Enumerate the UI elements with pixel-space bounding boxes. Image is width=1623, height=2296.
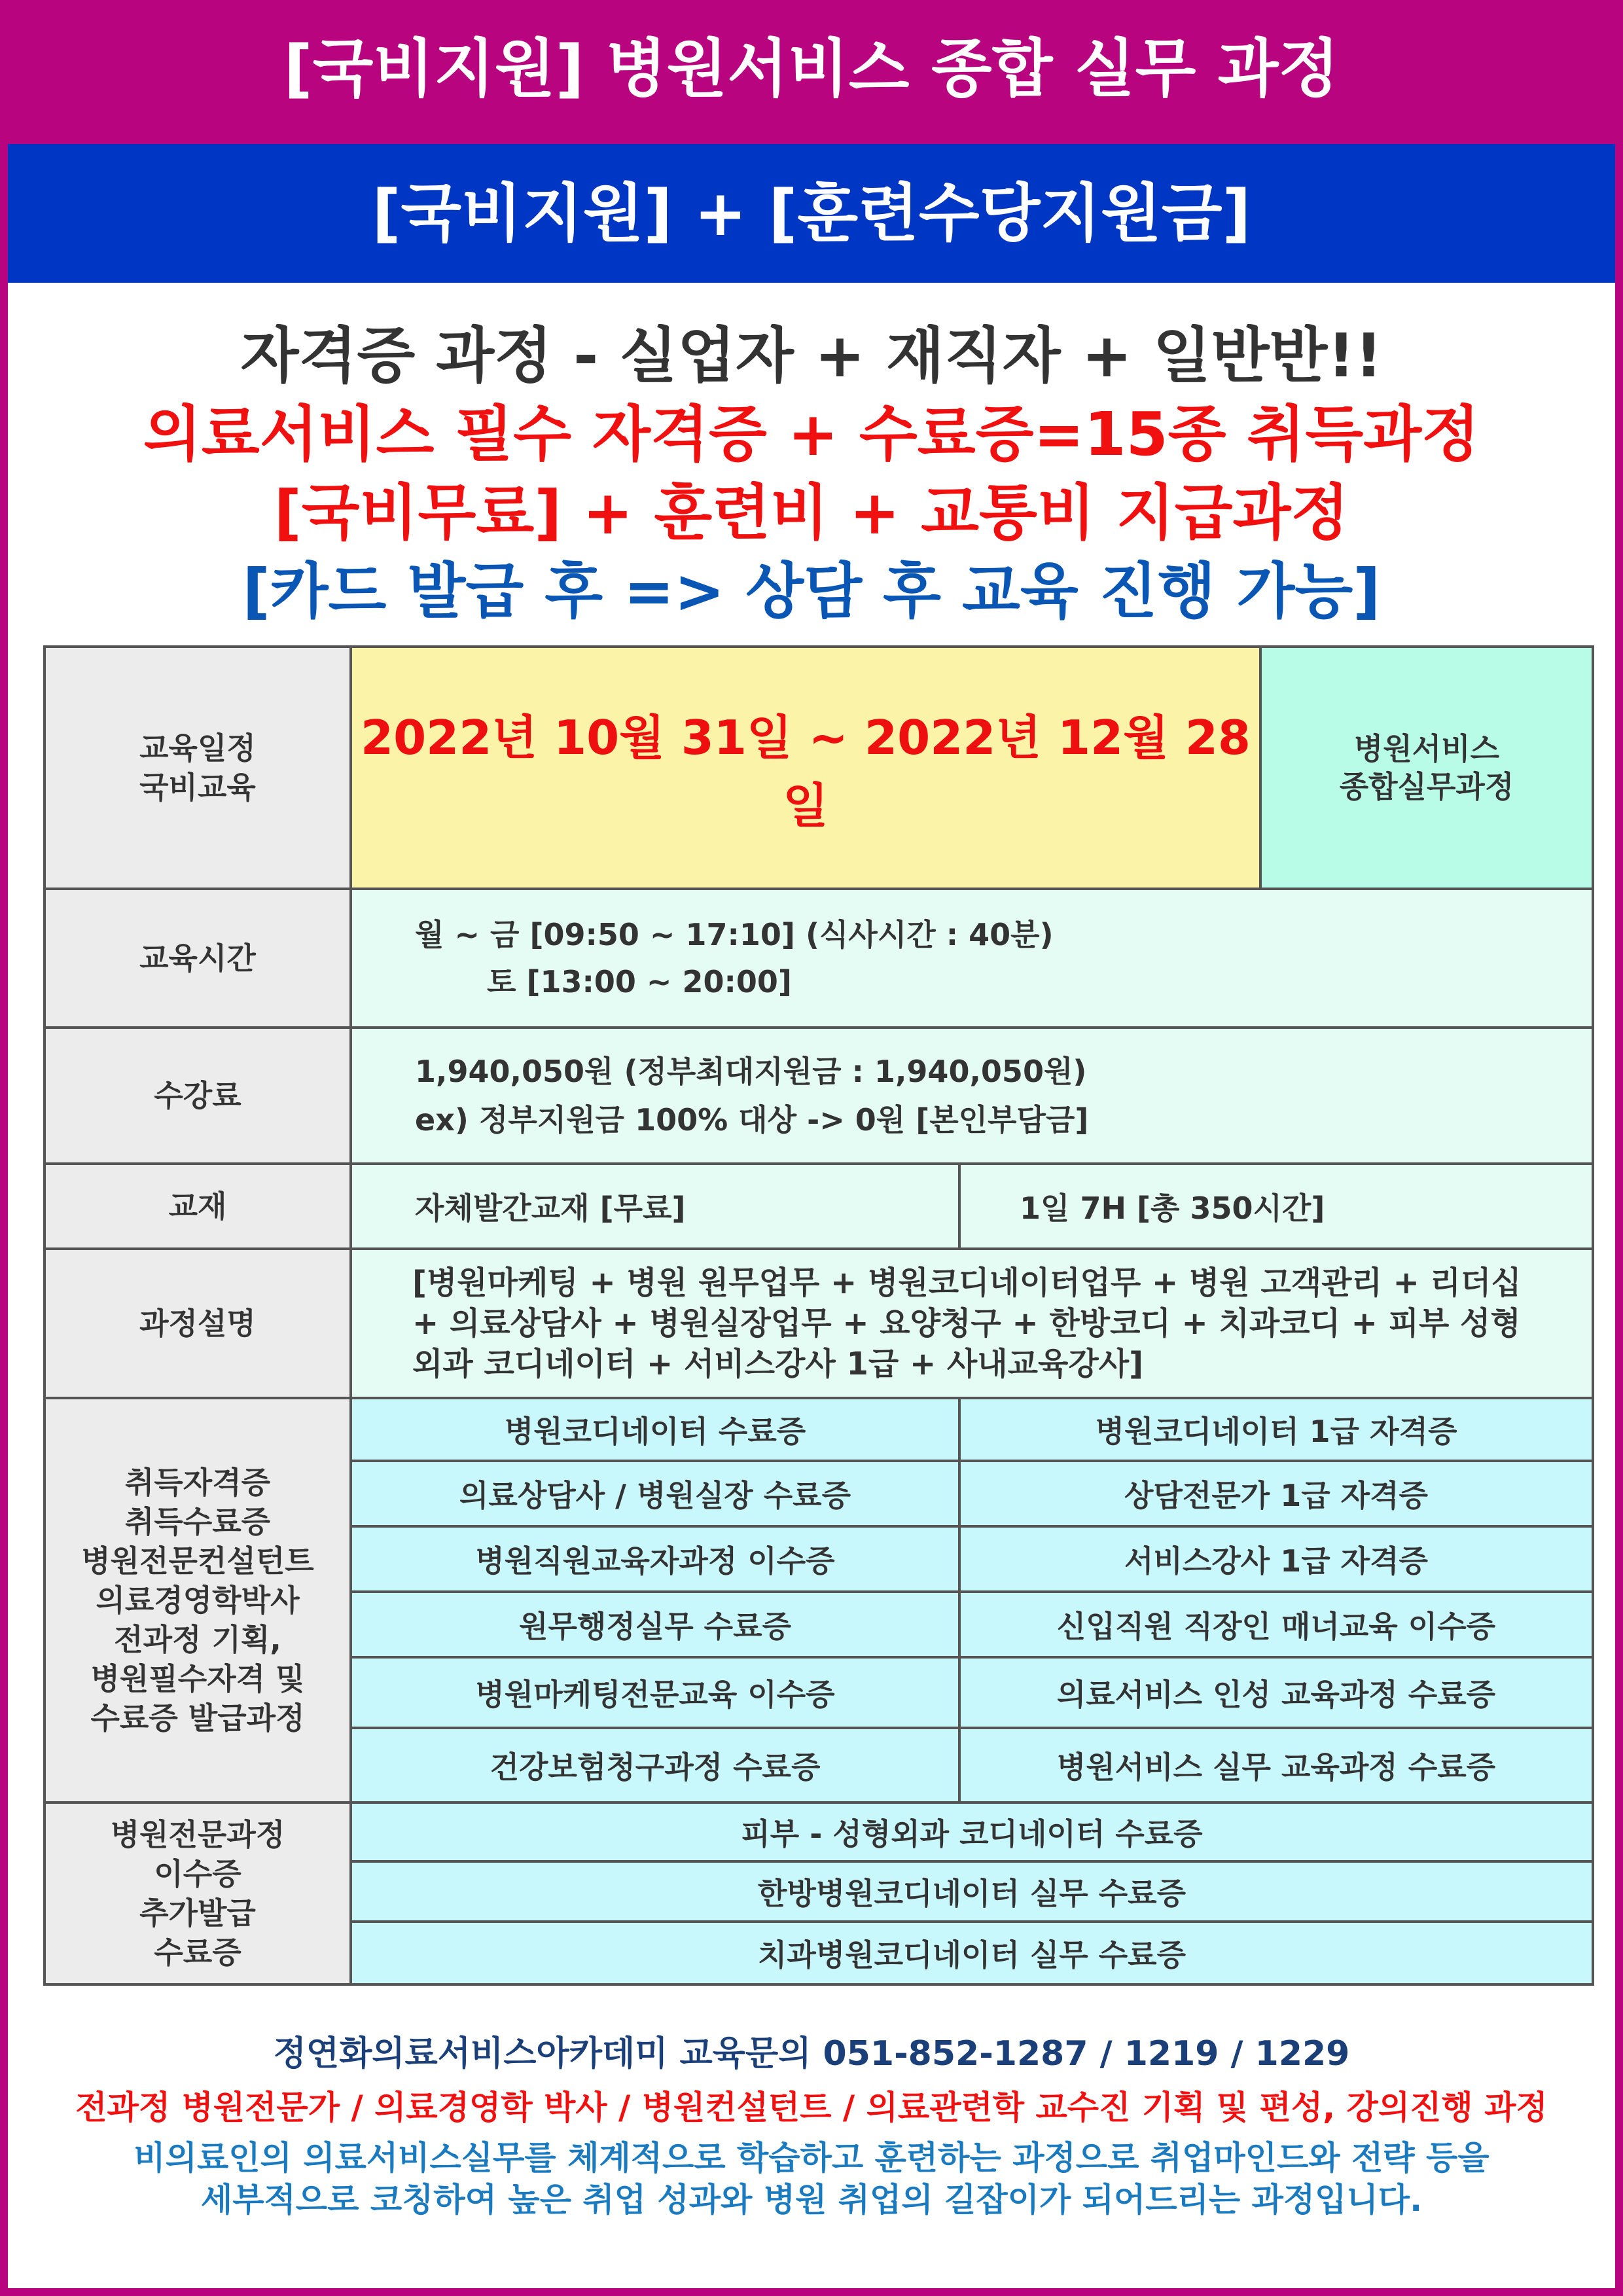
hours-saturday: 토 [13:00 ~ 20:00] bbox=[487, 964, 792, 999]
schedule-dates-cell bbox=[349, 645, 1262, 890]
hours-label: 교육시간 bbox=[43, 888, 352, 1029]
certificate-item: 의료상담사 / 병원실장 수료증 bbox=[349, 1460, 961, 1528]
certificate-item: 건강보험청구과정 수료증 bbox=[349, 1727, 961, 1804]
extra-label-line: 수료증 bbox=[154, 1935, 241, 1970]
description-line: 외과 코디네이터 + 서비스강사 1급 + 사내교육강사] bbox=[412, 1346, 1144, 1382]
textbook-duration: 1일 7H [총 350시간] bbox=[958, 1162, 1594, 1250]
certificate-item: 의료서비스 인성 교육과정 수료증 bbox=[958, 1656, 1594, 1729]
certificates-label-line: 병원필수자격 및 bbox=[90, 1661, 305, 1696]
extra-label-line: 병원전문과정 bbox=[110, 1817, 285, 1852]
title-banner: [국비지원] 병원서비스 종합 실무 과정 bbox=[0, 0, 1623, 144]
certificates-label-line: 전과정 기획, bbox=[114, 1622, 281, 1657]
certificates-label bbox=[43, 1397, 352, 1804]
certificate-item: 병원코디네이터 1급 자격증 bbox=[958, 1397, 1594, 1462]
headline-certificates: 의료서비스 필수 자격증 + 수료증=15종 취득과정 bbox=[143, 399, 1480, 469]
headline-free: [국비무료] + 훈련비 + 교통비 지급과정 bbox=[274, 478, 1349, 548]
headline-target: 자격증 과정 - 실업자 + 재직자 + 일반반!! bbox=[240, 321, 1383, 391]
schedule-dates: 2022년 10월 31일 ~ 2022년 12월 28일 bbox=[360, 710, 1251, 833]
footer-description-line: 세부적으로 코칭하여 높은 취업 성과와 병원 취업의 길잡이가 되어드리는 과정입니다. bbox=[200, 2181, 1423, 2219]
hours-weekday: 월 ~ 금 [09:50 ~ 17:10] (식사시간 : 40분) bbox=[415, 917, 1054, 952]
description-line: + 의료상담사 + 병원실장업무 + 요양청구 + 한방코디 + 치과코디 + 피부 성형 bbox=[412, 1305, 1521, 1342]
certificates-label-line: 수료증 발급과정 bbox=[90, 1700, 305, 1736]
course-name-cell bbox=[1259, 645, 1594, 890]
description-label: 과정설명 bbox=[43, 1247, 352, 1399]
certificates-label-line: 취득수료증 bbox=[124, 1504, 271, 1539]
fee-cell bbox=[349, 1026, 1594, 1165]
extra-label-line: 추가발급 bbox=[139, 1895, 256, 1931]
footer-contact: 정연화의료서비스아카데미 교육문의 051-852-1287 / 1219 / 1229 bbox=[273, 2034, 1350, 2073]
course-name-line: 종합실무과정 bbox=[1339, 769, 1514, 804]
extra-label bbox=[43, 1801, 352, 1986]
extra-item: 피부 - 성형외과 코디네이터 수료증 bbox=[349, 1801, 1594, 1863]
footer-description bbox=[8, 2137, 1615, 2221]
description-line: [병원마케팅 + 병원 원무업무 + 병원코디네이터업무 + 병원 고객관리 + 리더십 bbox=[412, 1265, 1522, 1301]
textbook-label: 교재 bbox=[43, 1162, 352, 1250]
fee-note: ex) 정부지원금 100% 대상 -> 0원 [본인부담금] bbox=[415, 1102, 1089, 1138]
certificate-item: 상담전문가 1급 자격증 bbox=[958, 1460, 1594, 1528]
certificates-label-line: 의료경영학박사 bbox=[96, 1583, 300, 1618]
schedule-label-line: 교육일정 bbox=[139, 730, 256, 766]
headline-card: [카드 발급 후 => 상담 후 교육 진행 가능] bbox=[242, 556, 1381, 626]
certificate-item: 병원직원교육자과정 이수증 bbox=[349, 1525, 961, 1593]
certificate-item: 원무행정실무 수료증 bbox=[349, 1590, 961, 1659]
certificate-item: 신입직원 직장인 매너교육 이수증 bbox=[958, 1590, 1594, 1659]
extra-item: 치과병원코디네이터 실무 수료증 bbox=[349, 1920, 1594, 1986]
extra-item: 한방병원코디네이터 실무 수료증 bbox=[349, 1860, 1594, 1923]
fee-amount: 1,940,050원 (정부최대지원금 : 1,940,050원) bbox=[415, 1054, 1087, 1089]
certificate-item: 서비스강사 1급 자격증 bbox=[958, 1525, 1594, 1593]
hours-cell bbox=[349, 888, 1594, 1029]
schedule-label-line: 국비교육 bbox=[139, 770, 256, 805]
footer-tagline: 전과정 병원전문가 / 의료경영학 박사 / 병원컨설턴트 / 의료관련학 교수진 기획 및 편성, 강의진행 과정 bbox=[75, 2089, 1548, 2126]
certificate-item: 병원마케팅전문교육 이수증 bbox=[349, 1656, 961, 1729]
textbook-value: 자체발간교재 [무료] bbox=[349, 1162, 961, 1250]
certificate-item: 병원코디네이터 수료증 bbox=[349, 1397, 961, 1462]
schedule-label bbox=[43, 645, 352, 890]
fee-label: 수강료 bbox=[43, 1026, 352, 1165]
certificates-label-line: 병원전문컨설턴트 bbox=[81, 1543, 314, 1579]
certificate-item: 병원서비스 실무 교육과정 수료증 bbox=[958, 1727, 1594, 1804]
course-name-line: 병원서비스 bbox=[1353, 731, 1500, 766]
footer-description-line: 비의료인의 의료서비스실무를 체계적으로 학습하고 훈련하는 과정으로 취업마인드와 전략 등을 bbox=[134, 2139, 1489, 2177]
extra-label-line: 이수증 bbox=[154, 1856, 241, 1892]
description-cell bbox=[349, 1247, 1594, 1399]
subtitle-banner: [국비지원] + [훈련수당지원금] bbox=[8, 144, 1615, 283]
certificates-label-line: 취득자격증 bbox=[124, 1465, 271, 1500]
